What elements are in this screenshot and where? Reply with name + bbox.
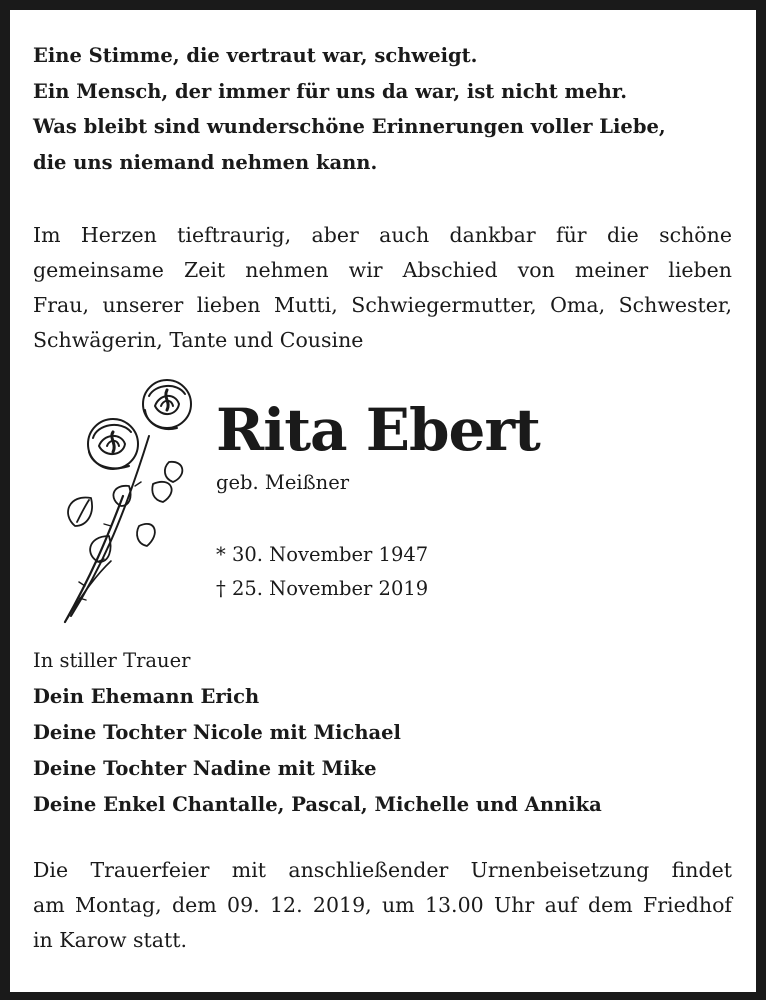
verse-line: Eine Stimme, die vertraut war, schweigt.: [33, 44, 478, 67]
funeral-service-info: [33, 853, 732, 958]
verse-line: Was bleibt sind wunderschöne Erinnerungen voller Liebe,: [33, 115, 666, 138]
mourner: Deine Tochter Nadine mit Mike: [33, 757, 377, 780]
rose-icon: [51, 376, 201, 626]
intro-line: Frau, unserer lieben Mutti, Schwiegermutter, Oma, Schwester,: [33, 293, 732, 317]
memorial-verse: [33, 38, 733, 180]
deceased-name: Rita Ebert: [216, 396, 540, 464]
service-line: in Karow statt.: [33, 928, 187, 952]
life-dates: [216, 538, 428, 606]
intro-line: Im Herzen tieftraurig, aber auch dankbar für die schöne: [33, 223, 732, 247]
death-date: † 25. November 2019: [216, 577, 429, 600]
verse-line: Ein Mensch, der immer für uns da war, ist nicht mehr.: [33, 79, 628, 103]
intro-line: Schwägerin, Tante und Cousine: [33, 328, 364, 352]
mourner: Deine Tochter Nicole mit Michael: [33, 721, 401, 744]
intro-line: gemeinsame Zeit nehmen wir Abschied von meiner lieben: [33, 258, 732, 282]
mourner: Deine Enkel Chantalle, Pascal, Michelle und Annika: [33, 793, 602, 816]
mourners-list: [33, 643, 602, 823]
intro-paragraph: [33, 218, 732, 358]
obituary-notice: [33, 38, 733, 952]
mourners-heading: In stiller Trauer: [33, 649, 191, 672]
service-line: Die Trauerfeier mit anschließender Urnenbeisetzung findet: [33, 858, 732, 882]
mourner: Dein Ehemann Erich: [33, 685, 260, 708]
service-line: am Montag, dem 09. 12. 2019, um 13.00 Uhr auf dem Friedhof: [33, 893, 732, 917]
maiden-name: geb. Meißner: [216, 471, 350, 494]
birth-date: * 30. November 1947: [216, 543, 429, 566]
verse-line: die uns niemand nehmen kann.: [33, 150, 378, 174]
